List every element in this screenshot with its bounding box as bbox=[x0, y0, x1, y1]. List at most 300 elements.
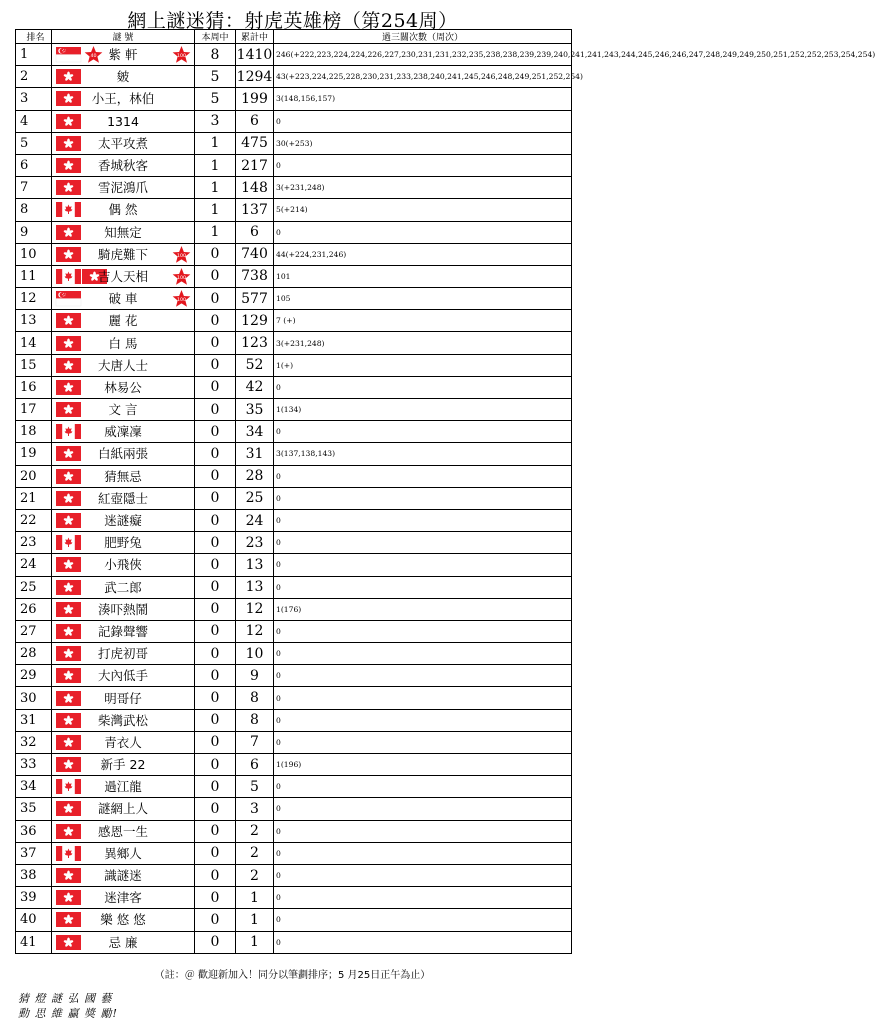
history-cell: 246(+222,223,224,224,226,227,230,231,231,232,235,238,238,239,239,240,241,241,243,244,245,246,246,247,248,249,249,250,251,252,252,253,254,254) bbox=[274, 44, 572, 66]
rank-cell: 1 bbox=[16, 44, 52, 66]
total-score-cell: 738 bbox=[236, 265, 274, 287]
week-score-cell: 0 bbox=[195, 243, 236, 265]
player-name: 太平攻煮 bbox=[97, 135, 148, 151]
player-name: 肥野兔 bbox=[104, 535, 142, 551]
table-row bbox=[16, 665, 572, 687]
total-score-cell: 7 bbox=[236, 731, 274, 753]
page-title: 網上謎迷猜：射虎英雄榜（第254周） bbox=[127, 10, 458, 32]
history-cell: 43(+223,224,225,228,230,231,233,238,240,241,245,246,248,249,251,252,254) bbox=[274, 66, 572, 88]
history-cell: 0 bbox=[274, 820, 572, 842]
week-score-cell: 0 bbox=[195, 643, 236, 665]
rank-cell: 32 bbox=[16, 731, 52, 753]
rank-cell: 37 bbox=[16, 842, 52, 864]
rank-cell: 34 bbox=[16, 776, 52, 798]
player-name: 過江龍 bbox=[104, 779, 142, 795]
ranking-table bbox=[15, 29, 875, 954]
rank-cell: 24 bbox=[16, 554, 52, 576]
star-badge-icon bbox=[172, 45, 191, 64]
week-score-cell: 0 bbox=[195, 687, 236, 709]
player-name: 新手 22 bbox=[100, 757, 146, 773]
history-cell: 3(148,156,157) bbox=[274, 88, 572, 110]
history-cell: 3(+231,248) bbox=[274, 332, 572, 354]
rank-cell: 20 bbox=[16, 465, 52, 487]
player-name: 猜無忌 bbox=[104, 468, 142, 484]
player-name: 打虎初哥 bbox=[97, 646, 148, 662]
history-cell: 0 bbox=[274, 376, 572, 398]
total-score-cell: 31 bbox=[236, 443, 274, 465]
rank-cell: 26 bbox=[16, 598, 52, 620]
total-score-cell: 52 bbox=[236, 354, 274, 376]
total-score-cell: 12 bbox=[236, 598, 274, 620]
name-cell bbox=[52, 465, 195, 487]
table-header-row bbox=[16, 30, 572, 44]
total-score-cell: 1 bbox=[236, 909, 274, 931]
week-score-cell: 0 bbox=[195, 931, 236, 953]
history-cell: 0 bbox=[274, 532, 572, 554]
table-row bbox=[16, 66, 572, 88]
table-row bbox=[16, 443, 572, 465]
rank-cell: 12 bbox=[16, 288, 52, 310]
total-score-cell: 3 bbox=[236, 798, 274, 820]
name-wrap bbox=[52, 333, 194, 354]
name-wrap bbox=[52, 266, 194, 287]
player-name: 紅壺隱士 bbox=[97, 490, 148, 506]
rank-cell: 7 bbox=[16, 177, 52, 199]
table-row bbox=[16, 110, 572, 132]
name-cell bbox=[52, 44, 195, 66]
header-history: 過三關次數（周次） bbox=[274, 30, 572, 44]
slogan-line-2: 動 思 維 贏 獎 勵! bbox=[18, 1007, 118, 1020]
week-score-cell: 0 bbox=[195, 598, 236, 620]
name-wrap bbox=[52, 932, 194, 953]
star-badge-icon bbox=[172, 267, 191, 286]
name-cell bbox=[52, 354, 195, 376]
table-row bbox=[16, 931, 572, 953]
total-score-cell: 1 bbox=[236, 931, 274, 953]
week-score-cell: 0 bbox=[195, 754, 236, 776]
name-wrap bbox=[52, 133, 194, 154]
week-score-cell: 0 bbox=[195, 620, 236, 642]
header-name: 謎 號 bbox=[52, 30, 195, 44]
week-score-cell: 0 bbox=[195, 532, 236, 554]
name-wrap bbox=[52, 199, 194, 220]
name-wrap bbox=[52, 488, 194, 509]
table-row bbox=[16, 820, 572, 842]
total-score-cell: 8 bbox=[236, 687, 274, 709]
name-cell bbox=[52, 265, 195, 287]
star-badge-icon bbox=[172, 289, 191, 308]
player-name: 記錄聲響 bbox=[97, 623, 148, 639]
name-cell bbox=[52, 776, 195, 798]
rank-cell: 36 bbox=[16, 820, 52, 842]
name-cell bbox=[52, 288, 195, 310]
name-cell bbox=[52, 620, 195, 642]
player-name: 武二郎 bbox=[104, 579, 142, 595]
total-score-cell: 1294 bbox=[236, 66, 274, 88]
total-score-cell: 23 bbox=[236, 532, 274, 554]
week-score-cell: 0 bbox=[195, 776, 236, 798]
star-badge-label: 40 bbox=[90, 53, 97, 59]
player-name: 香城秋客 bbox=[97, 158, 148, 174]
table-row bbox=[16, 909, 572, 931]
rank-cell: 23 bbox=[16, 532, 52, 554]
history-cell: 1(+) bbox=[274, 354, 572, 376]
total-score-cell: 475 bbox=[236, 132, 274, 154]
total-score-cell: 740 bbox=[236, 243, 274, 265]
table-row bbox=[16, 132, 572, 154]
week-score-cell: 0 bbox=[195, 465, 236, 487]
table-row bbox=[16, 643, 572, 665]
name-wrap bbox=[52, 244, 194, 265]
player-name: 破 車 bbox=[108, 291, 138, 307]
player-name: 林易公 bbox=[104, 379, 142, 395]
table-row bbox=[16, 332, 572, 354]
table-row bbox=[16, 532, 572, 554]
history-cell: 30(+253) bbox=[274, 132, 572, 154]
name-cell bbox=[52, 931, 195, 953]
table-row bbox=[16, 310, 572, 332]
history-cell: 0 bbox=[274, 909, 572, 931]
history-cell: 7 (+) bbox=[274, 310, 572, 332]
week-score-cell: 0 bbox=[195, 864, 236, 886]
name-cell bbox=[52, 332, 195, 354]
week-score-cell: 0 bbox=[195, 376, 236, 398]
player-name: 大唐人士 bbox=[97, 357, 148, 373]
name-wrap bbox=[52, 88, 194, 109]
table-row bbox=[16, 44, 572, 66]
history-cell: 101 bbox=[274, 265, 572, 287]
total-score-cell: 28 bbox=[236, 465, 274, 487]
footnote: （註：＠ 歡迎新加入！同分以筆劃排序；5 月25日正午為止） bbox=[154, 970, 431, 981]
total-score-cell: 13 bbox=[236, 576, 274, 598]
name-wrap bbox=[52, 288, 194, 309]
rank-cell: 10 bbox=[16, 243, 52, 265]
header-week: 本周中 bbox=[195, 30, 236, 44]
history-cell: 0 bbox=[274, 665, 572, 687]
week-score-cell: 0 bbox=[195, 798, 236, 820]
name-wrap bbox=[52, 554, 194, 575]
week-score-cell: 5 bbox=[195, 66, 236, 88]
rank-cell: 11 bbox=[16, 265, 52, 287]
name-wrap bbox=[52, 66, 194, 87]
rank-cell: 27 bbox=[16, 620, 52, 642]
name-wrap bbox=[52, 843, 194, 864]
history-cell: 0 bbox=[274, 798, 572, 820]
slogan-line-1: 猜 燈 謎 弘 國 藝 bbox=[18, 992, 113, 1005]
total-score-cell: 2 bbox=[236, 864, 274, 886]
history-cell: 0 bbox=[274, 842, 572, 864]
name-wrap bbox=[52, 865, 194, 886]
history-cell: 1(134) bbox=[274, 399, 572, 421]
name-cell bbox=[52, 842, 195, 864]
week-score-cell: 1 bbox=[195, 199, 236, 221]
week-score-cell: 0 bbox=[195, 399, 236, 421]
total-score-cell: 34 bbox=[236, 421, 274, 443]
history-cell: 0 bbox=[274, 709, 572, 731]
table-row bbox=[16, 554, 572, 576]
name-wrap bbox=[52, 643, 194, 664]
history-cell: 0 bbox=[274, 864, 572, 886]
total-score-cell: 12 bbox=[236, 620, 274, 642]
total-score-cell: 9 bbox=[236, 665, 274, 687]
rank-cell: 4 bbox=[16, 110, 52, 132]
name-cell bbox=[52, 887, 195, 909]
week-score-cell: 8 bbox=[195, 44, 236, 66]
history-cell: 0 bbox=[274, 221, 572, 243]
name-wrap bbox=[52, 510, 194, 531]
week-score-cell: 0 bbox=[195, 820, 236, 842]
name-wrap bbox=[52, 732, 194, 753]
total-score-cell: 25 bbox=[236, 487, 274, 509]
total-score-cell: 42 bbox=[236, 376, 274, 398]
name-wrap bbox=[52, 798, 194, 819]
header-rank: 排名 bbox=[16, 30, 52, 44]
rank-cell: 15 bbox=[16, 354, 52, 376]
name-cell bbox=[52, 177, 195, 199]
player-name: 迷謎癡 bbox=[104, 513, 142, 529]
table-row bbox=[16, 887, 572, 909]
total-score-cell: 123 bbox=[236, 332, 274, 354]
table-row bbox=[16, 798, 572, 820]
rank-cell: 35 bbox=[16, 798, 52, 820]
player-name: 騎虎難下 bbox=[97, 246, 148, 262]
name-cell bbox=[52, 576, 195, 598]
name-cell bbox=[52, 709, 195, 731]
table-row bbox=[16, 399, 572, 421]
name-cell bbox=[52, 421, 195, 443]
table-body bbox=[16, 44, 875, 954]
name-wrap bbox=[52, 887, 194, 908]
table-row bbox=[16, 154, 572, 176]
name-cell bbox=[52, 909, 195, 931]
history-cell: 3(+231,248) bbox=[274, 177, 572, 199]
rank-cell: 41 bbox=[16, 931, 52, 953]
table-row bbox=[16, 754, 572, 776]
rank-cell: 25 bbox=[16, 576, 52, 598]
name-cell bbox=[52, 399, 195, 421]
table-row bbox=[16, 288, 572, 310]
name-wrap bbox=[52, 222, 194, 243]
week-score-cell: 0 bbox=[195, 310, 236, 332]
name-cell bbox=[52, 376, 195, 398]
rank-cell: 2 bbox=[16, 66, 52, 88]
table-row bbox=[16, 421, 572, 443]
player-name: 雪泥鴻爪 bbox=[97, 180, 148, 196]
rank-cell: 21 bbox=[16, 487, 52, 509]
total-score-cell: 137 bbox=[236, 199, 274, 221]
name-cell bbox=[52, 687, 195, 709]
player-name: 知無定 bbox=[104, 224, 142, 240]
name-wrap bbox=[52, 532, 194, 553]
table-row bbox=[16, 376, 572, 398]
total-score-cell: 5 bbox=[236, 776, 274, 798]
name-cell bbox=[52, 820, 195, 842]
week-score-cell: 3 bbox=[195, 110, 236, 132]
week-score-cell: 0 bbox=[195, 842, 236, 864]
total-score-cell: 148 bbox=[236, 177, 274, 199]
name-cell bbox=[52, 554, 195, 576]
history-cell: 0 bbox=[274, 509, 572, 531]
star-badge-label: 100 bbox=[176, 275, 187, 281]
history-cell: 0 bbox=[274, 465, 572, 487]
player-name: 樂 悠 悠 bbox=[100, 912, 146, 928]
player-name: 皴 bbox=[116, 69, 130, 85]
total-score-cell: 2 bbox=[236, 842, 274, 864]
player-name: 白 馬 bbox=[108, 335, 138, 351]
name-cell bbox=[52, 487, 195, 509]
name-wrap bbox=[52, 443, 194, 464]
name-cell bbox=[52, 665, 195, 687]
rank-cell: 28 bbox=[16, 643, 52, 665]
name-wrap bbox=[52, 665, 194, 686]
table-row bbox=[16, 620, 572, 642]
total-score-cell: 129 bbox=[236, 310, 274, 332]
name-wrap bbox=[52, 177, 194, 198]
name-cell bbox=[52, 532, 195, 554]
history-cell: 0 bbox=[274, 887, 572, 909]
player-name: 威凜凜 bbox=[104, 424, 142, 440]
name-wrap bbox=[52, 577, 194, 598]
name-cell bbox=[52, 66, 195, 88]
history-cell: 0 bbox=[274, 576, 572, 598]
rank-cell: 18 bbox=[16, 421, 52, 443]
total-score-cell: 6 bbox=[236, 221, 274, 243]
player-name: 小王，林伯 bbox=[91, 91, 155, 107]
rank-cell: 30 bbox=[16, 687, 52, 709]
player-name: 麗 花 bbox=[108, 313, 138, 329]
total-score-cell: 6 bbox=[236, 754, 274, 776]
week-score-cell: 5 bbox=[195, 88, 236, 110]
history-cell: 0 bbox=[274, 643, 572, 665]
player-name: 1314 bbox=[107, 113, 139, 129]
name-wrap bbox=[52, 155, 194, 176]
table-row bbox=[16, 864, 572, 886]
week-score-cell: 1 bbox=[195, 132, 236, 154]
player-name: 偶 然 bbox=[108, 202, 138, 218]
history-cell: 1(176) bbox=[274, 598, 572, 620]
table-row bbox=[16, 199, 572, 221]
week-score-cell: 0 bbox=[195, 576, 236, 598]
rank-cell: 29 bbox=[16, 665, 52, 687]
name-cell bbox=[52, 443, 195, 465]
name-wrap bbox=[52, 310, 194, 331]
table-row bbox=[16, 465, 572, 487]
name-wrap bbox=[52, 355, 194, 376]
week-score-cell: 0 bbox=[195, 665, 236, 687]
player-name: 白紙兩張 bbox=[97, 446, 148, 462]
name-wrap bbox=[52, 776, 194, 797]
week-score-cell: 0 bbox=[195, 709, 236, 731]
rank-cell: 17 bbox=[16, 399, 52, 421]
table-row bbox=[16, 354, 572, 376]
total-score-cell: 13 bbox=[236, 554, 274, 576]
history-cell: 0 bbox=[274, 487, 572, 509]
table-row bbox=[16, 487, 572, 509]
player-name: 謎網上人 bbox=[97, 801, 148, 817]
player-name: 忌 廉 bbox=[108, 934, 138, 950]
rank-cell: 19 bbox=[16, 443, 52, 465]
player-name: 湊吓熱鬧 bbox=[97, 601, 148, 617]
name-cell bbox=[52, 110, 195, 132]
total-score-cell: 24 bbox=[236, 509, 274, 531]
table-row bbox=[16, 598, 572, 620]
table-row bbox=[16, 709, 572, 731]
table-row bbox=[16, 687, 572, 709]
name-cell bbox=[52, 731, 195, 753]
table-row bbox=[16, 731, 572, 753]
rank-cell: 22 bbox=[16, 509, 52, 531]
rank-cell: 31 bbox=[16, 709, 52, 731]
week-score-cell: 0 bbox=[195, 554, 236, 576]
table-row bbox=[16, 776, 572, 798]
history-cell: 105 bbox=[274, 288, 572, 310]
week-score-cell: 1 bbox=[195, 154, 236, 176]
table-row bbox=[16, 243, 572, 265]
total-score-cell: 10 bbox=[236, 643, 274, 665]
table-row bbox=[16, 842, 572, 864]
week-score-cell: 0 bbox=[195, 443, 236, 465]
player-name: 迷津客 bbox=[104, 890, 142, 906]
player-name: 柴灣武松 bbox=[97, 712, 148, 728]
week-score-cell: 1 bbox=[195, 221, 236, 243]
name-wrap bbox=[52, 421, 194, 442]
total-score-cell: 199 bbox=[236, 88, 274, 110]
history-cell: 0 bbox=[274, 776, 572, 798]
name-cell bbox=[52, 598, 195, 620]
player-name: 異鄉人 bbox=[104, 845, 142, 861]
history-cell: 3(137,138,143) bbox=[274, 443, 572, 465]
name-cell bbox=[52, 132, 195, 154]
star-badge-icon bbox=[84, 45, 103, 64]
table-row bbox=[16, 221, 572, 243]
total-score-cell: 1 bbox=[236, 887, 274, 909]
table-row bbox=[16, 509, 572, 531]
history-cell: 44(+224,231,246) bbox=[274, 243, 572, 265]
rank-cell: 6 bbox=[16, 154, 52, 176]
rank-cell: 38 bbox=[16, 864, 52, 886]
star-badge-label: 100 bbox=[176, 298, 187, 304]
table-row bbox=[16, 88, 572, 110]
week-score-cell: 0 bbox=[195, 887, 236, 909]
star-badge-label: 100 bbox=[176, 53, 187, 59]
week-score-cell: 0 bbox=[195, 332, 236, 354]
name-wrap bbox=[52, 466, 194, 487]
name-wrap bbox=[52, 377, 194, 398]
name-cell bbox=[52, 243, 195, 265]
name-wrap bbox=[52, 688, 194, 709]
name-cell bbox=[52, 154, 195, 176]
rank-cell: 8 bbox=[16, 199, 52, 221]
header-total: 累計中 bbox=[236, 30, 274, 44]
name-cell bbox=[52, 754, 195, 776]
name-wrap bbox=[52, 399, 194, 420]
week-score-cell: 0 bbox=[195, 487, 236, 509]
history-cell: 0 bbox=[274, 554, 572, 576]
rank-cell: 40 bbox=[16, 909, 52, 931]
history-cell: 0 bbox=[274, 620, 572, 642]
name-cell bbox=[52, 88, 195, 110]
history-cell: 0 bbox=[274, 421, 572, 443]
history-cell: 1(196) bbox=[274, 754, 572, 776]
name-cell bbox=[52, 221, 195, 243]
player-name: 小飛俠 bbox=[104, 557, 142, 573]
total-score-cell: 217 bbox=[236, 154, 274, 176]
player-name: 紫 軒 bbox=[108, 47, 138, 63]
name-cell bbox=[52, 509, 195, 531]
total-score-cell: 577 bbox=[236, 288, 274, 310]
player-name: 青衣人 bbox=[104, 734, 142, 750]
week-score-cell: 0 bbox=[195, 265, 236, 287]
